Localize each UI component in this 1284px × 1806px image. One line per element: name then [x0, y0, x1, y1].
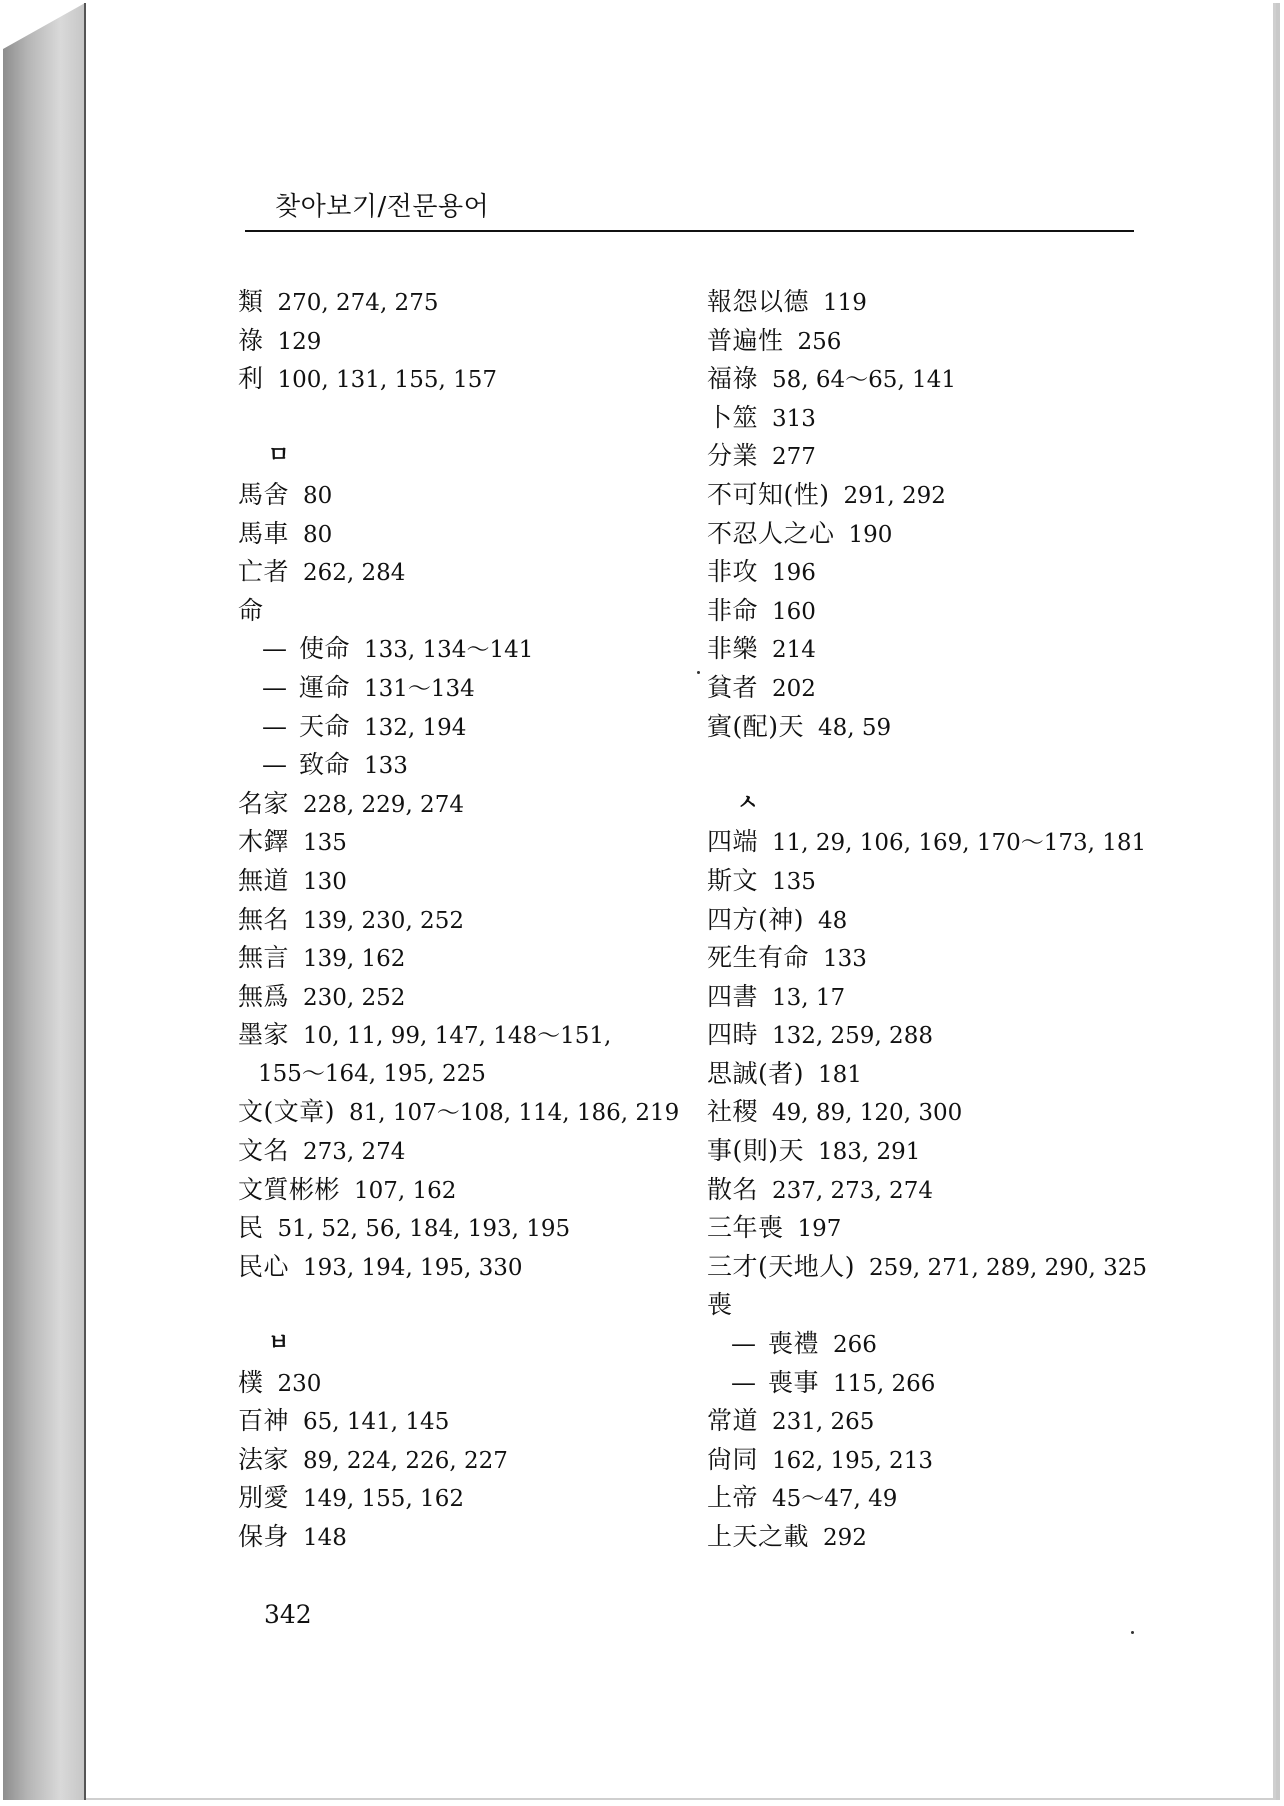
index-page-refs: 65, 141, 145 — [303, 1409, 450, 1436]
index-term: 貧者 — [707, 672, 759, 702]
index-page-refs: 273, 274 — [303, 1139, 406, 1166]
running-header: 찾아보기/전문용어 — [275, 192, 490, 222]
index-term: 三才(天地人) — [707, 1251, 856, 1281]
index-term: 亡者 — [238, 557, 290, 587]
index-term: 百神 — [238, 1406, 290, 1436]
subentry-dash: — — [731, 1329, 756, 1359]
index-entry — [238, 1441, 718, 1480]
index-entry — [238, 1132, 718, 1171]
index-term: 分業 — [707, 441, 759, 471]
index-entry — [238, 823, 718, 862]
index-term: 天命 — [299, 711, 351, 741]
index-entry — [707, 1093, 1167, 1132]
index-term: 上天之載 — [707, 1522, 810, 1551]
speck — [697, 671, 700, 674]
index-term: 無名 — [238, 904, 290, 934]
index-entry — [238, 476, 718, 515]
index-entry — [707, 476, 1167, 515]
section-heading: ㅅ — [737, 790, 759, 816]
index-entry — [238, 862, 718, 901]
index-subentry — [238, 746, 718, 785]
index-page-refs: 81, 107〜108, 114, 186, 219 — [349, 1100, 680, 1127]
index-page-refs: 228, 229, 274 — [303, 791, 464, 818]
index-entry — [707, 515, 1167, 554]
index-page-refs: 262, 284 — [303, 560, 406, 587]
index-page-refs: 160 — [772, 598, 816, 625]
index-term: 不忍人之心 — [707, 518, 835, 548]
index-entry — [707, 823, 1167, 862]
index-page-refs: 256 — [797, 328, 842, 355]
index-entry — [707, 1209, 1167, 1248]
index-term: 福祿 — [707, 364, 759, 394]
index-term: 樸 — [238, 1367, 264, 1397]
index-page-refs: 45〜47, 49 — [772, 1486, 898, 1513]
index-entry — [238, 1171, 718, 1210]
index-page-refs: 115, 266 — [833, 1370, 936, 1397]
index-page-refs: 148 — [303, 1525, 347, 1551]
index-subentry — [707, 1325, 1167, 1364]
index-term: 文(文章) — [238, 1097, 336, 1127]
index-page-refs: 139, 230, 252 — [303, 907, 464, 934]
index-entry — [707, 553, 1167, 592]
index-page-refs: 214 — [772, 637, 816, 664]
section-heading: ㅂ — [268, 1331, 290, 1357]
index-page-refs: 80 — [303, 521, 333, 548]
index-entry — [238, 785, 718, 824]
index-entry — [707, 360, 1167, 399]
header-rule — [245, 230, 1134, 232]
index-subentry — [238, 708, 718, 747]
index-page-refs: 266 — [833, 1332, 877, 1359]
index-entry — [238, 1518, 718, 1557]
index-page-refs: 259, 271, 289, 290, 325 — [869, 1254, 1148, 1281]
index-term: 散名 — [707, 1174, 759, 1204]
index-entry — [707, 1441, 1167, 1480]
index-term: 無言 — [238, 943, 290, 973]
index-page-refs: 149, 155, 162 — [303, 1486, 464, 1513]
index-term: 非攻 — [707, 557, 759, 587]
index-term: 普遍性 — [707, 325, 784, 355]
index-page-refs: 190 — [848, 521, 893, 548]
index-term: 上帝 — [707, 1483, 759, 1513]
index-entry — [707, 322, 1167, 361]
index-page-refs: 230, 252 — [303, 984, 406, 1011]
index-term: 名家 — [238, 788, 290, 818]
index-entry — [707, 669, 1167, 708]
index-page-refs: 133 — [364, 753, 408, 780]
index-entry — [238, 901, 718, 940]
book-page-stack — [3, 3, 85, 1800]
index-term: 木鐸 — [238, 827, 290, 857]
index-page-refs: 202 — [772, 675, 816, 702]
index-term: 使命 — [299, 634, 351, 664]
index-term: 卜筮 — [707, 402, 759, 432]
index-term: 喪禮 — [768, 1329, 820, 1359]
index-term: 思誠(者) — [707, 1058, 805, 1088]
index-term: 民 — [238, 1213, 264, 1243]
index-page-refs: 237, 273, 274 — [772, 1177, 933, 1204]
index-term: 致命 — [299, 750, 351, 780]
index-page-refs: 129 — [277, 328, 322, 355]
index-page-refs: 139, 162 — [303, 946, 406, 973]
section-spacer — [707, 746, 1167, 785]
index-page-refs: 231, 265 — [772, 1409, 875, 1436]
index-term: 文名 — [238, 1136, 290, 1166]
index-entry — [707, 1171, 1167, 1210]
subentry-dash: — — [262, 672, 287, 702]
index-page-refs: 80 — [303, 482, 333, 509]
index-page-refs: 133, 134〜141 — [364, 637, 534, 664]
index-column-left — [238, 283, 718, 1557]
index-page-refs: 291, 292 — [843, 482, 946, 509]
subentry-dash: — — [262, 711, 287, 741]
index-page-refs: 197 — [797, 1216, 842, 1243]
index-page-refs: 119 — [823, 290, 867, 316]
index-term: 四方(神) — [707, 904, 805, 934]
index-entry — [707, 592, 1167, 631]
index-term: 尙同 — [707, 1444, 759, 1474]
index-page-refs: 277 — [772, 444, 816, 471]
index-page-refs: 313 — [772, 405, 816, 432]
index-entry — [707, 437, 1167, 476]
index-entry — [707, 399, 1167, 438]
index-entry — [707, 1402, 1167, 1441]
section-spacer — [238, 399, 718, 438]
index-entry — [707, 1479, 1167, 1518]
section-spacer — [238, 1286, 718, 1325]
index-term: 社稷 — [707, 1097, 759, 1127]
index-page-refs: 183, 291 — [818, 1139, 921, 1166]
index-entry — [707, 1518, 1167, 1557]
subentry-dash: — — [262, 634, 287, 664]
index-entry — [238, 1248, 718, 1287]
index-page-refs: 131〜134 — [364, 675, 475, 702]
index-entry — [707, 708, 1167, 747]
index-entry-continuation: 155〜164, 195, 225 — [258, 1060, 486, 1087]
index-entry — [238, 1016, 718, 1055]
index-term: 運命 — [299, 672, 351, 702]
speck — [1131, 1631, 1134, 1634]
index-term: 文質彬彬 — [238, 1174, 341, 1204]
index-entry — [238, 515, 718, 554]
index-term: 類 — [238, 287, 264, 316]
index-entry — [238, 283, 718, 322]
index-page-refs: 135 — [772, 868, 816, 895]
index-entry — [238, 1364, 718, 1403]
index-term: 非樂 — [707, 634, 759, 664]
index-page-refs: 135 — [303, 830, 347, 857]
index-entry — [238, 1093, 718, 1132]
index-entry — [707, 283, 1167, 322]
index-page-refs: 132, 259, 288 — [772, 1023, 933, 1050]
index-entry — [238, 553, 718, 592]
index-entry — [707, 1132, 1167, 1171]
index-term: 四書 — [707, 981, 759, 1011]
index-page-refs: 48, 59 — [818, 714, 892, 741]
index-term: 馬車 — [238, 518, 290, 548]
index-page-refs: 132, 194 — [364, 714, 467, 741]
index-entry — [707, 630, 1167, 669]
index-term: 無爲 — [238, 981, 290, 1011]
index-entry — [707, 862, 1167, 901]
index-term: 報怨以德 — [707, 287, 810, 316]
index-page-refs: 193, 194, 195, 330 — [303, 1254, 523, 1281]
index-term: 四時 — [707, 1020, 759, 1050]
index-term: 賓(配)天 — [707, 711, 805, 741]
index-term: 非命 — [707, 595, 759, 625]
index-page-refs: 13, 17 — [772, 984, 846, 1011]
index-page-refs: 230 — [277, 1370, 322, 1397]
index-page-refs: 89, 224, 226, 227 — [303, 1447, 508, 1474]
index-term: 墨家 — [238, 1020, 290, 1050]
index-entry — [707, 978, 1167, 1017]
index-term: 別愛 — [238, 1483, 290, 1513]
index-entry — [707, 1016, 1167, 1055]
index-page-refs: 58, 64〜65, 141 — [772, 367, 956, 394]
subentry-dash: — — [262, 750, 287, 780]
index-entry — [707, 1248, 1167, 1287]
index-page-refs: 196 — [772, 560, 816, 587]
index-term: 常道 — [707, 1406, 759, 1436]
page-number: 342 — [264, 1600, 312, 1629]
index-page-refs: 10, 11, 99, 147, 148〜151, — [303, 1023, 612, 1050]
index-page-refs: 11, 29, 106, 169, 170〜173, 181 — [772, 830, 1147, 857]
index-entry — [707, 1286, 1167, 1325]
index-term: 三年喪 — [707, 1213, 784, 1243]
index-page-refs: 292 — [823, 1525, 867, 1551]
index-term: 祿 — [238, 325, 264, 355]
index-term: 馬舍 — [238, 479, 290, 509]
index-entry — [707, 939, 1167, 978]
index-page-refs: 162, 195, 213 — [772, 1447, 933, 1474]
index-column-right — [707, 283, 1167, 1557]
index-page-refs: 49, 89, 120, 300 — [772, 1100, 963, 1127]
index-entry — [707, 1055, 1167, 1094]
subentry-dash: — — [731, 1367, 756, 1397]
index-page-refs: 270, 274, 275 — [277, 290, 439, 316]
index-page-refs: 107, 162 — [354, 1177, 457, 1204]
index-term: 命 — [238, 595, 264, 625]
index-page-refs: 48 — [818, 907, 848, 934]
section-heading: ㅁ — [268, 443, 290, 469]
index-subentry — [238, 630, 718, 669]
index-entry — [707, 901, 1167, 940]
index-term: 法家 — [238, 1444, 290, 1474]
index-entry — [238, 592, 718, 631]
index-entry — [238, 1209, 718, 1248]
index-term: 斯文 — [707, 865, 759, 895]
index-entry — [238, 939, 718, 978]
index-page-refs: 181 — [818, 1061, 862, 1088]
index-page-refs: 130 — [303, 868, 347, 895]
index-page-refs: 133 — [823, 946, 867, 973]
index-term: 無道 — [238, 865, 290, 895]
index-term: 民心 — [238, 1251, 290, 1281]
index-subentry — [238, 669, 718, 708]
index-page-refs: 100, 131, 155, 157 — [277, 367, 497, 394]
index-entry — [238, 1479, 718, 1518]
index-term: 利 — [238, 364, 264, 394]
index-term: 不可知(性) — [707, 479, 830, 509]
index-term: 四端 — [707, 827, 759, 857]
index-entry — [238, 1402, 718, 1441]
index-term: 喪事 — [768, 1367, 820, 1397]
index-term: 事(則)天 — [707, 1136, 805, 1166]
index-page-refs: 51, 52, 56, 184, 193, 195 — [277, 1216, 571, 1243]
index-term: 喪 — [707, 1290, 733, 1320]
index-term: 死生有命 — [707, 943, 810, 973]
index-entry — [238, 978, 718, 1017]
index-subentry — [707, 1364, 1167, 1403]
index-entry — [238, 322, 718, 361]
index-entry — [238, 360, 718, 399]
index-term: 保身 — [238, 1522, 290, 1551]
